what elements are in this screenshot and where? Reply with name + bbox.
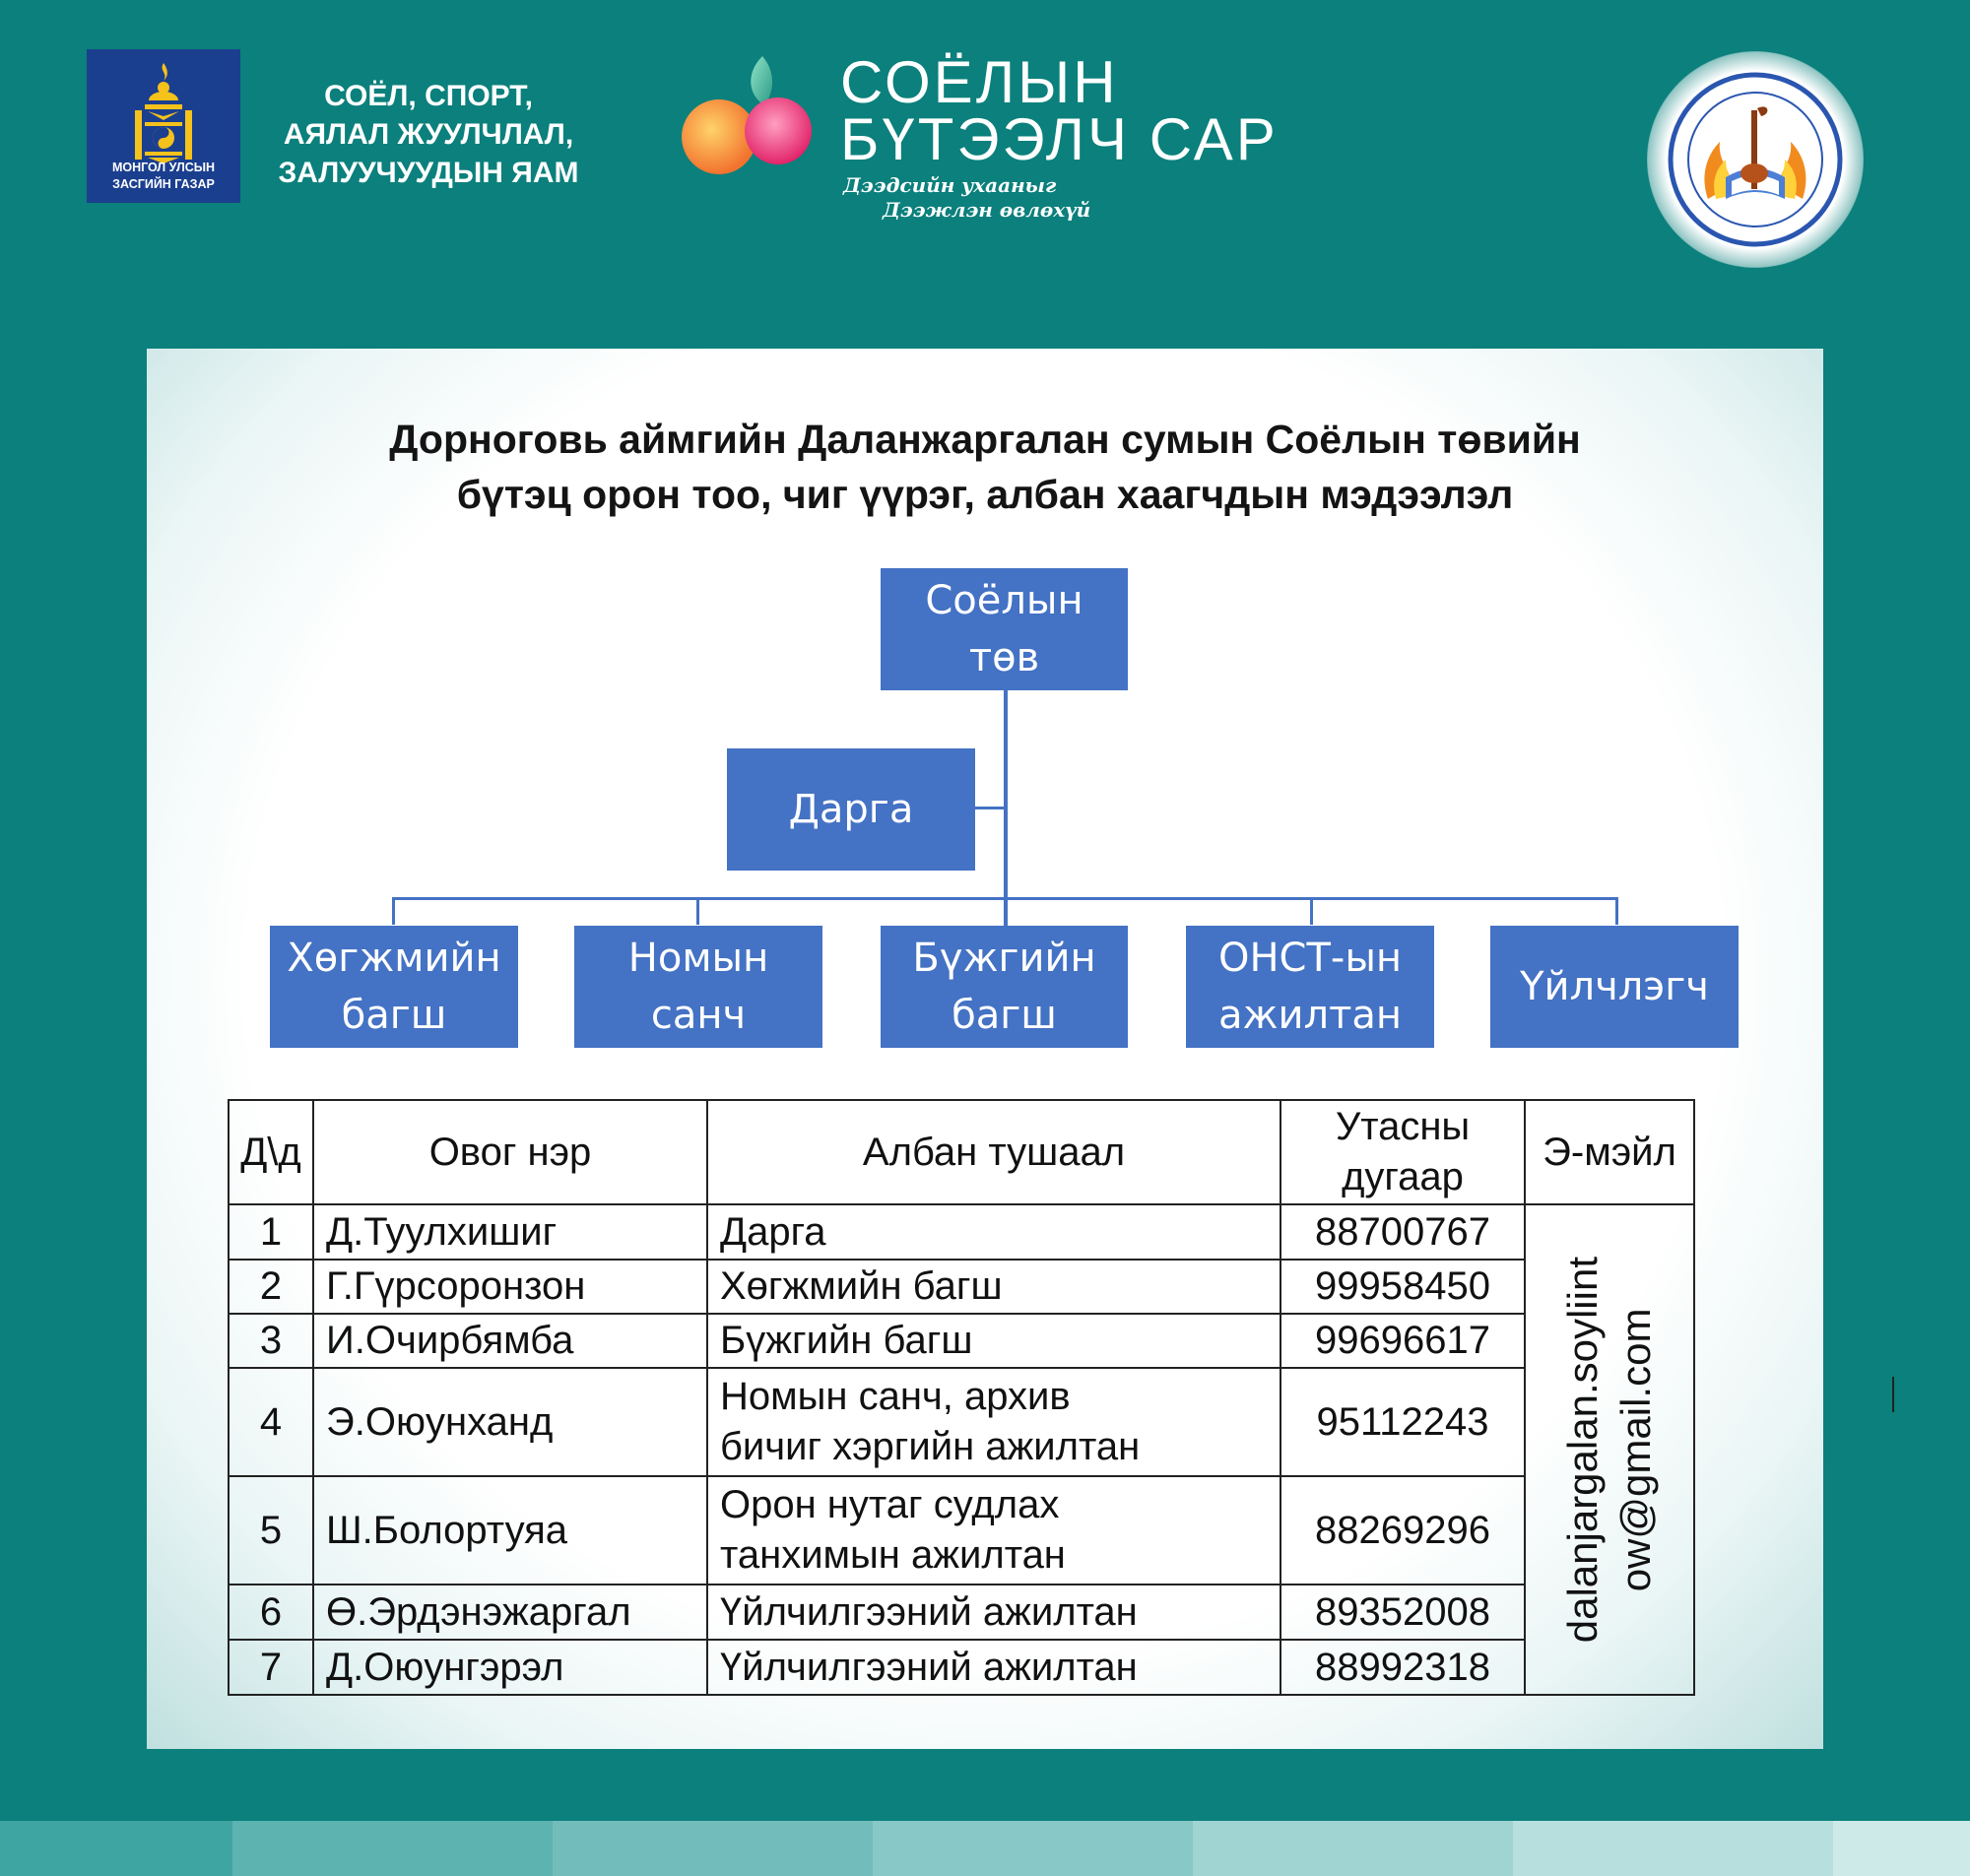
culture-month-slogan	[843, 173, 1090, 223]
cell-name: Ө.Эрдэнэжаргал	[313, 1585, 707, 1640]
cell-phone: 89352008	[1280, 1585, 1525, 1640]
ministry-line: СОЁЛ, СПОРТ,	[324, 80, 533, 112]
cell-name: Г.Гүрсоронзон	[313, 1260, 707, 1314]
node-label: ОНСТ-ын	[1217, 936, 1403, 981]
cell-position	[707, 1476, 1280, 1585]
gov-logo-line2: ЗАСГИЙН ГАЗАР	[112, 177, 215, 191]
soyombo-icon	[131, 61, 196, 167]
cell-num: 1	[229, 1204, 313, 1260]
strip-segment	[873, 1821, 1193, 1876]
cell-name: И.Очирбямба	[313, 1314, 707, 1368]
node-label: ажилтан	[1217, 993, 1403, 1038]
cell-name: Д.Оюунгэрэл	[313, 1640, 707, 1695]
slogan-line: Дээдсийн ухааныг	[843, 173, 1057, 197]
ministry-name	[251, 77, 606, 192]
cell-name: Ш.Болортуяа	[313, 1476, 707, 1585]
document-title	[147, 412, 1823, 522]
position-line: Номын санч, архив	[720, 1375, 1071, 1418]
connector-unit	[392, 897, 395, 925]
culture-month-logo-icon	[678, 54, 825, 182]
cell-position: Үйлчилгээний ажилтан	[707, 1585, 1280, 1640]
table-header-row	[229, 1100, 1694, 1204]
node-label: санч	[650, 993, 747, 1038]
cell-num: 2	[229, 1260, 313, 1314]
title-line: Дорноговь аймгийн Даланжаргалан сумын Соёлын төвийн	[389, 417, 1581, 462]
seal-emblem-icon	[1647, 51, 1864, 268]
org-node-music-teacher	[270, 926, 518, 1048]
strip-segment	[1193, 1821, 1513, 1876]
table-row	[229, 1204, 1694, 1260]
table-row	[229, 1314, 1694, 1368]
header-position: Албан тушаал	[707, 1100, 1280, 1204]
connector-unit	[1310, 897, 1313, 925]
cell-num: 7	[229, 1640, 313, 1695]
node-label: төв	[968, 635, 1040, 680]
cell-num: 6	[229, 1585, 313, 1640]
org-node-local-studies-staff	[1186, 926, 1434, 1048]
slogan-line: Дээжлэн өвлөхүй	[883, 198, 1091, 222]
node-label: багш	[952, 993, 1057, 1038]
cell-position: Дарга	[707, 1204, 1280, 1260]
cell-phone: 95112243	[1280, 1368, 1525, 1476]
cell-phone: 88269296	[1280, 1476, 1525, 1585]
info-card	[147, 349, 1823, 1749]
cell-phone: 99696617	[1280, 1314, 1525, 1368]
position-line: бичиг хэргийн ажилтан	[720, 1425, 1141, 1468]
header-phone-line: Утасны	[1335, 1105, 1471, 1148]
table-row	[229, 1640, 1694, 1695]
strip-segment	[1513, 1821, 1833, 1876]
header-email: Э-мэйл	[1525, 1100, 1694, 1204]
government-logo	[87, 49, 240, 203]
connector-unit	[1004, 897, 1007, 925]
org-node-librarian	[574, 926, 822, 1048]
email-line: dalanjargalan.soyliint	[1559, 1256, 1606, 1644]
month-title-line: СОЁЛЫН	[840, 49, 1119, 115]
cell-position: Үйлчилгээний ажилтан	[707, 1640, 1280, 1695]
header-phone-line: дугаар	[1342, 1155, 1464, 1198]
strip-segment	[232, 1821, 553, 1876]
connector-director	[975, 807, 1006, 809]
position-line: танхимын ажилтан	[720, 1533, 1066, 1577]
ministry-line: ЗАЛУУЧУУДЫН ЯАМ	[278, 157, 579, 189]
cell-position: Бүжгийн багш	[707, 1314, 1280, 1368]
node-label: Номын	[627, 936, 769, 981]
table-row	[229, 1585, 1694, 1640]
cell-phone: 99958450	[1280, 1260, 1525, 1314]
connector-unit	[696, 897, 699, 925]
email-address	[1556, 1257, 1663, 1643]
table-row	[229, 1368, 1694, 1476]
cell-phone: 88992318	[1280, 1640, 1525, 1695]
culture-month-title	[840, 49, 1279, 172]
org-node-dance-teacher	[881, 926, 1128, 1048]
cell-name: Э.Оюунханд	[313, 1368, 707, 1476]
node-label: Соёлын	[925, 578, 1084, 623]
node-label: багш	[341, 993, 447, 1038]
header-name: Овог нэр	[313, 1100, 707, 1204]
cell-email	[1525, 1204, 1694, 1695]
cell-phone: 88700767	[1280, 1204, 1525, 1260]
node-label: Хөгжмийн	[287, 936, 501, 981]
strip-segment	[0, 1821, 232, 1876]
email-line: ow@gmail.com	[1612, 1308, 1659, 1591]
table-row	[229, 1260, 1694, 1314]
text-cursor	[1892, 1377, 1894, 1412]
org-node-cleaner	[1490, 926, 1739, 1048]
cell-num: 3	[229, 1314, 313, 1368]
title-line: бүтэц орон тоо, чиг үүрэг, албан хаагчдын мэдээлэл	[456, 472, 1514, 517]
connector-unit	[1615, 897, 1618, 925]
cell-num: 5	[229, 1476, 313, 1585]
cell-num: 4	[229, 1368, 313, 1476]
cell-position: Хөгжмийн багш	[707, 1260, 1280, 1314]
header-phone	[1280, 1100, 1525, 1204]
org-node-director	[727, 748, 975, 871]
strip-segment	[1833, 1821, 1970, 1876]
node-label: Үйлчлэгч	[1520, 964, 1709, 1009]
staff-table	[228, 1099, 1695, 1696]
cell-name: Д.Туулхишиг	[313, 1204, 707, 1260]
org-node-culture-center	[881, 568, 1128, 690]
ministry-line: АЯЛАЛ ЖУУЛЧЛАЛ,	[283, 118, 574, 151]
table-row	[229, 1476, 1694, 1585]
gov-logo-line1: МОНГОЛ УЛСЫН	[111, 161, 216, 174]
strip-segment	[553, 1821, 873, 1876]
month-title-line: БҮТЭЭЛЧ САР	[840, 106, 1279, 172]
cell-position	[707, 1368, 1280, 1476]
position-line: Орон нутаг судлах	[720, 1483, 1060, 1526]
culture-center-seal	[1647, 51, 1864, 268]
header-num: Д\д	[229, 1100, 313, 1204]
node-label: Бүжгийн	[912, 936, 1096, 981]
node-label: Дарга	[788, 787, 914, 832]
